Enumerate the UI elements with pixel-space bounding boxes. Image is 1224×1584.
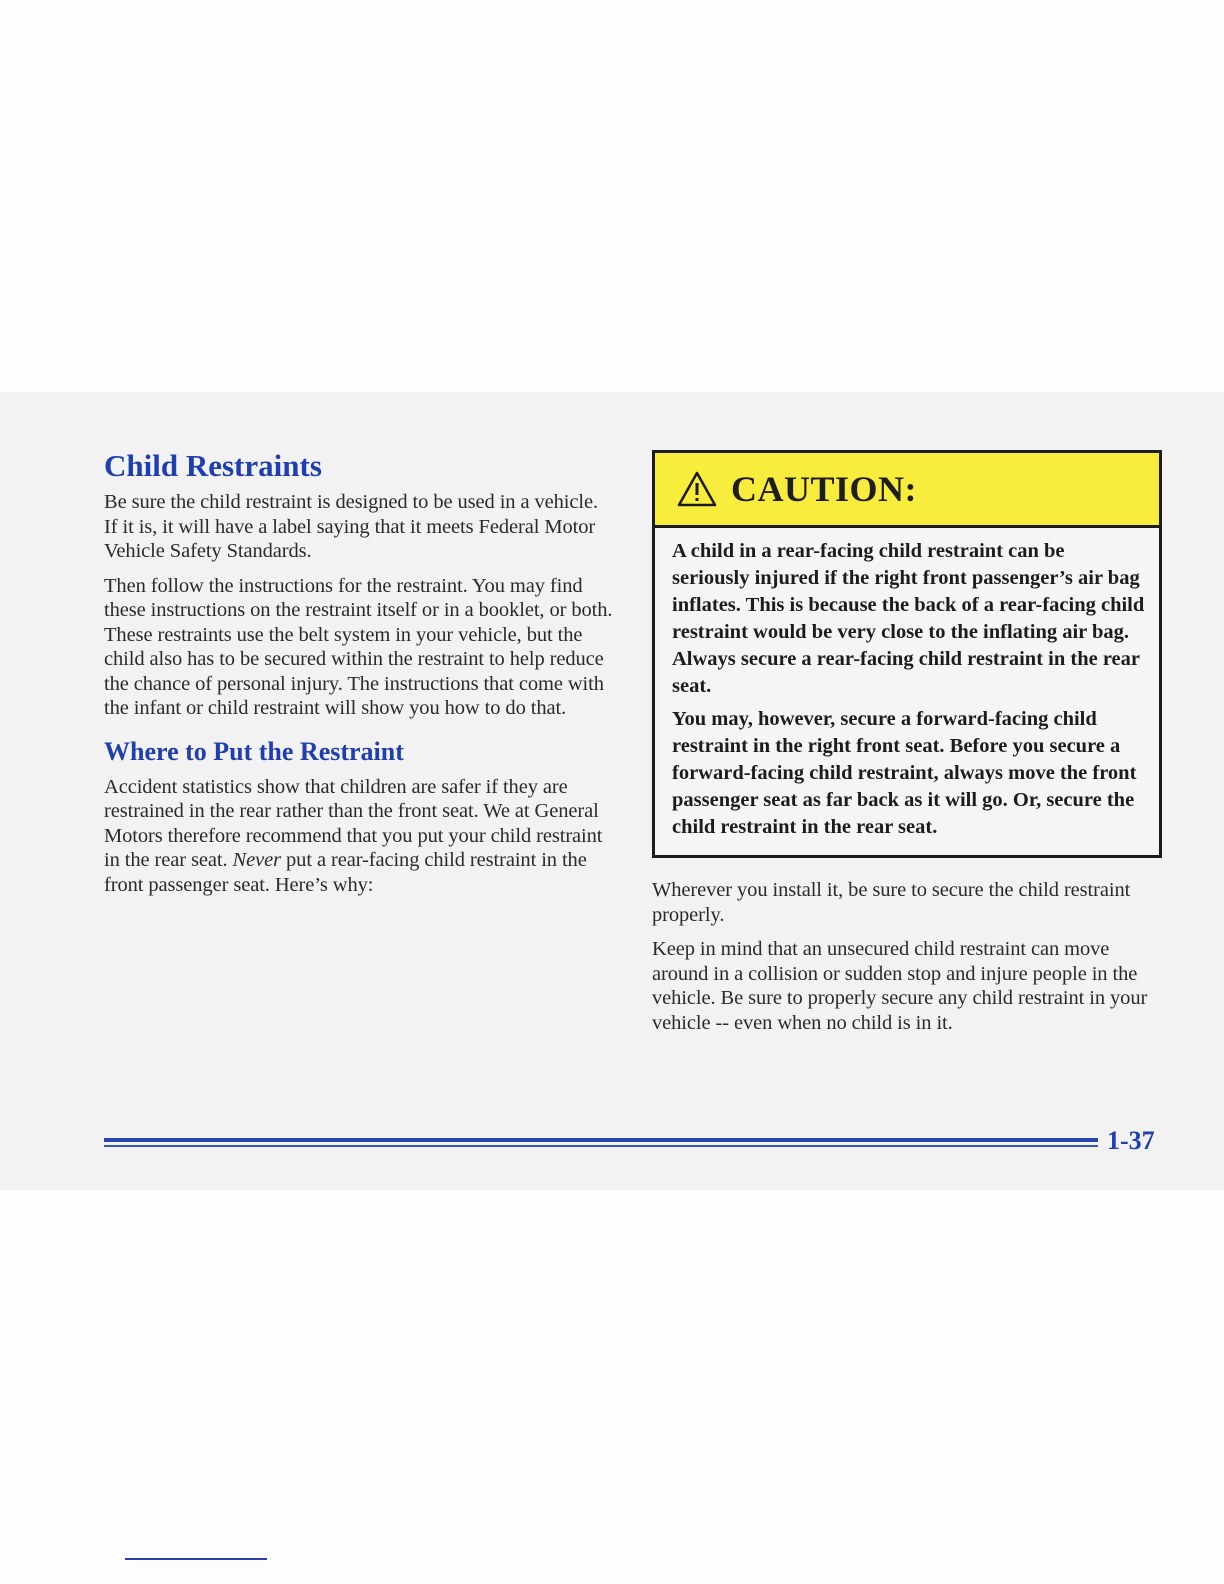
subsection-heading: Where to Put the Restraint <box>104 736 404 766</box>
statistics-text-end: put a rear-facing child restraint in the front passenger seat. Here’s why: <box>104 849 587 896</box>
install-paragraph: Wherever you install it, be sure to secure the child restraint properly. <box>652 879 1131 926</box>
caution-box <box>652 450 1162 858</box>
caution-body <box>655 528 1159 841</box>
caution-title: CAUTION: <box>731 469 918 509</box>
instructions-paragraph: Then follow the instructions for the restraint. You may find these instructions on the restraint itself or in a booklet, or both. These restraints use the belt system in your vehicle, but the child also has to be secured within the restraint to help reduce the chance of personal injury. The instructions that come with the infant or child restraint will show you how to do that. <box>104 574 613 719</box>
page-number: 1-37 <box>1107 1126 1155 1155</box>
warning-triangle-icon <box>677 471 717 507</box>
footer-rule-thin <box>104 1145 1098 1147</box>
footer-rule-thick <box>104 1138 1098 1142</box>
caution-paragraph-forward-facing: You may, however, secure a forward-facing child restraint in the right front seat. Before you secure a forward-facing child restraint, always move the front passenger seat as far back as it will go. Or, secure the child restraint in the rear seat. <box>672 708 1137 838</box>
right-column-text <box>652 878 1167 1045</box>
section-heading: Child Restraints <box>104 448 322 483</box>
caution-paragraph-rear-facing: A child in a rear-facing child restraint can be seriously injured if the right front passenger’s air bag inflates. This is because the back of a rear-facing child restraint would be very close to the inflating air bag. Always secure a rear-facing child restraint in the rear seat. <box>672 540 1145 697</box>
statistics-paragraph <box>104 775 616 898</box>
left-column <box>104 446 616 907</box>
bottom-rule <box>125 1558 267 1560</box>
intro-paragraph: Be sure the child restraint is designed to be used in a vehicle. If it is, it will have a label saying that it meets Federal Motor Vehicle Safety Standards. <box>104 491 598 562</box>
emphasis-never: Never <box>232 849 281 871</box>
caution-header <box>655 453 1159 528</box>
unsecured-paragraph: Keep in mind that an unsecured child restraint can move around in a collision or sudden stop and injure people in the vehicle. Be sure to properly secure any child restraint in your vehicle -- even when no child is in it. <box>652 938 1148 1034</box>
statistics-text-start: Accident statistics show that children are safer if they are restrained in the rear rather than the front seat. We at General Motors therefore recommend that you put your child restraint in the rear seat. <box>104 775 603 871</box>
footer-rule <box>104 1138 1098 1147</box>
